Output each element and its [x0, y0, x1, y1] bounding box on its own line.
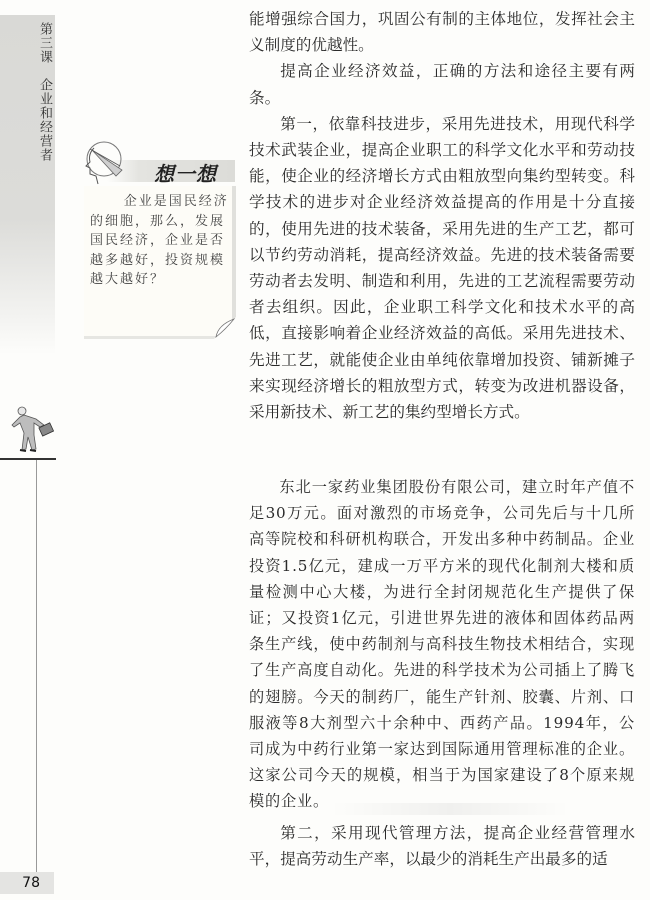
- ledge-line: [0, 458, 56, 460]
- think-box: [84, 186, 236, 339]
- think-box-question: 企业是国民经济的细胞，那么，发展国民经济，企业是否越多越好，投资规模越大越好？: [90, 194, 229, 287]
- paragraph: 能增强综合国力，巩固公有制的主体地位，发挥社会主义制度的优越性。: [249, 10, 635, 55]
- lesson-number: 第三课: [37, 22, 52, 64]
- case-study-text: 东北一家药业集团股份有限公司，建立时年产值不足30万元。面对激烈的市场竞争，公司先后与十几所高等院校和科研机构联合，开发出多种中药制品。企业投资1.5亿元，建成一万平方米的现代化制剂大楼和质量检测中心大楼，为进行全封闭规范化生产提供了保证；又投资1亿元，引进世界先进的液体和固体药品两条生产线，使中药制剂与高科技生物技术相结合，实现了生产高度自动化。先进的科学技术为公司插上了腾飞的翅膀。今天的制药厂，能生产针剂、胶囊、片剂、口服液等8大剂型六十余种中、西药产品。1994年，公司成为中药行业第一家达到国际通用管理标准的企业。这家公司今天的规模，相当于为国家建设了8个原来规模的企业。: [249, 478, 635, 811]
- margin-rule: [36, 460, 37, 872]
- main-text: [249, 6, 635, 425]
- chapter-heading: [36, 22, 52, 162]
- lesson-title: 企业和经营者: [37, 78, 52, 162]
- page-number: 78: [0, 872, 54, 894]
- thinking-head-icon: [82, 140, 130, 188]
- print-bleed-through: [330, 803, 570, 815]
- case-study: [249, 474, 635, 815]
- think-box-header: [82, 140, 232, 186]
- paragraph: 第二，采用现代管理方法，提高企业经营管理水平，提高劳动生产率，以最少的消耗生产出最多的适: [249, 824, 635, 869]
- paragraph: 提高企业经济效益，正确的方法和途径主要有两条。: [249, 62, 635, 107]
- paragraph: 第一，依靠科技进步，采用先进技术，用现代科学技术武装企业，提高企业职工的科学文化水平和劳动技能，使企业的经济增长方式由粗放型向集约型转变。科学技术的进步对企业经济效益提高的作用是十分直接的，使用先进的技术装备，采用先进的生产工艺，都可以节约劳动消耗，提高经济效益。先进的技术装备需要劳动者去发明、制造和利用，先进的工艺流程需要劳动者去组织。因此，企业职工科学文化和技术水平的高低，直接影响着企业经济效益的高低。采用先进技术、先进工艺，就能使企业由单纯依靠增加投资、铺新摊子来实现经济增长的粗放型方式，转变为改进机器设备，采用新技术、新工艺的集约型增长方式。: [249, 114, 635, 422]
- main-text-continued: [249, 820, 635, 872]
- businessman-walking-icon: [10, 405, 58, 457]
- page-curl-icon: [214, 317, 236, 339]
- think-box-title: 想一想: [154, 162, 217, 186]
